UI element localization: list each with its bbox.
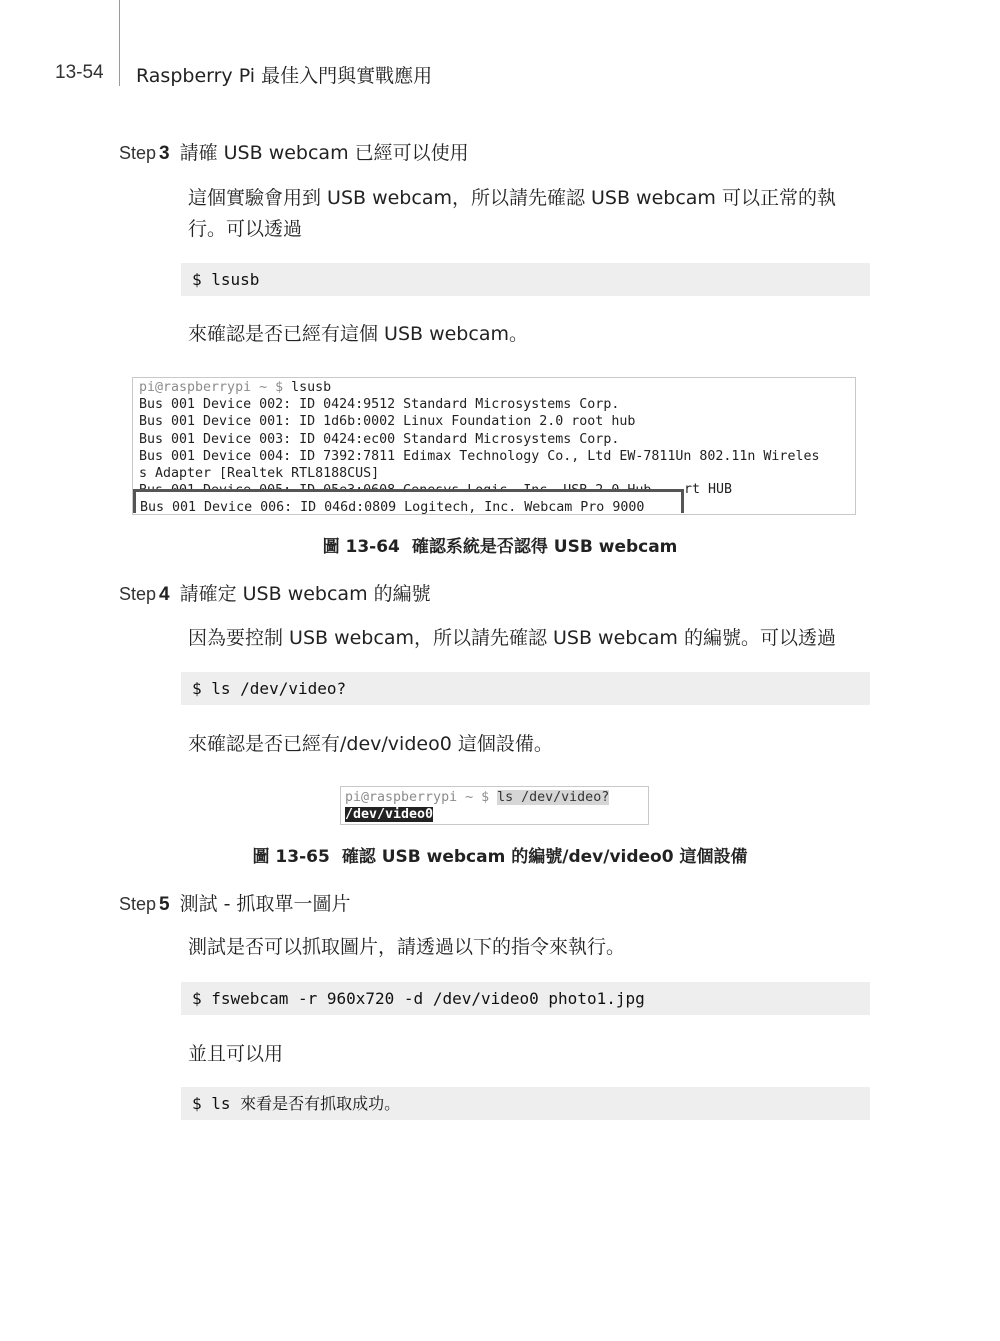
code-block-ls-video: $ ls /dev/video?: [181, 672, 870, 705]
step-title: 測試 - 抓取單一圖片: [179, 893, 351, 915]
terminal-prompt: pi@raspberrypi ~ $: [139, 380, 284, 395]
terminal-prompt-line: [139, 379, 855, 396]
step-title: 請確 USB webcam 已經可以使用: [179, 142, 469, 164]
paragraph-line: 行。可以透過: [188, 218, 303, 240]
highlighted-device-line: Bus 001 Device 006: ID 046d:0809 Logitech, Inc. Webcam Pro 9000: [140, 500, 645, 515]
step-word: Step: [119, 143, 157, 163]
terminal-output-line: Bus 001 Device 001: ID 1d6b:0002 Linux Foundation 2.0 root hub: [139, 414, 636, 430]
step-number: 4: [159, 584, 170, 605]
step-3-followup: 來確認是否已經有這個 USB webcam。: [188, 323, 528, 345]
code-block-fswebcam: $ fswebcam -r 960x720 -d /dev/video0 photo1.jpg: [181, 982, 870, 1015]
step-4-followup: 來確認是否已經有/dev/video0 這個設備。: [188, 733, 553, 755]
step-word: Step: [119, 584, 157, 604]
step-number: 3: [159, 143, 170, 164]
step-number: 5: [159, 894, 170, 915]
caption-text: 確認系統是否認得 USB webcam: [411, 537, 678, 557]
highlight-box: [133, 489, 684, 513]
covered-line-tail: rt HUB: [684, 482, 733, 497]
terminal-command: ls /dev/video?: [497, 790, 610, 805]
caption-text: 確認 USB webcam 的編號/dev/video0 這個設備: [341, 847, 748, 867]
step-5-followup: 並且可以用: [188, 1043, 284, 1065]
figure-caption-13-64: [0, 532, 1000, 557]
figure-caption-13-65: [0, 842, 1000, 867]
paragraph-line: 這個實驗會用到 USB webcam，所以請先確認 USB webcam 可以正常的執: [188, 187, 836, 209]
step-4-heading: [119, 579, 431, 606]
step-word: Step: [119, 894, 157, 914]
terminal-output-line: [345, 806, 648, 823]
book-title: Raspberry Pi 最佳入門與實戰應用: [136, 65, 433, 87]
terminal-output-line: Bus 001 Device 003: ID 0424:ec00 Standard Microsystems Corp.: [139, 431, 620, 447]
terminal-output-line: Bus 001 Device 004: ID 7392:7811 Edimax Technology Co., Ltd EW-7811Un 802.11n Wireles: [139, 448, 820, 464]
page-number: 13-54: [55, 62, 104, 83]
step-3-paragraph: [188, 183, 873, 245]
terminal-output-line: Bus 001 Device 002: ID 0424:9512 Standard Microsystems Corp.: [139, 397, 620, 413]
terminal-command: lsusb: [283, 380, 332, 395]
code-block-lsusb: $ lsusb: [181, 263, 870, 296]
step-5-paragraph: 測試是否可以抓取圖片，請透過以下的指令來執行。: [188, 936, 626, 958]
step-title: 請確定 USB webcam 的編號: [179, 583, 431, 605]
caption-label: 圖 13-65: [252, 847, 330, 867]
terminal-prompt-line: [345, 789, 648, 806]
code-block-ls: $ ls 來看是否有抓取成功。: [181, 1087, 870, 1120]
header-divider: [119, 0, 120, 86]
step-3-heading: [119, 138, 469, 165]
terminal-output-line: s Adapter [Realtek RTL8188CUS]: [139, 465, 380, 481]
caption-label: 圖 13-64: [322, 537, 400, 557]
terminal-prompt: pi@raspberrypi ~ $: [345, 790, 490, 805]
terminal-screenshot-ls-video: [340, 786, 649, 825]
terminal-output: /dev/video0: [345, 807, 434, 823]
step-5-heading: [119, 889, 351, 916]
step-4-paragraph: 因為要控制 USB webcam，所以請先確認 USB webcam 的編號。可以透過: [188, 627, 836, 649]
